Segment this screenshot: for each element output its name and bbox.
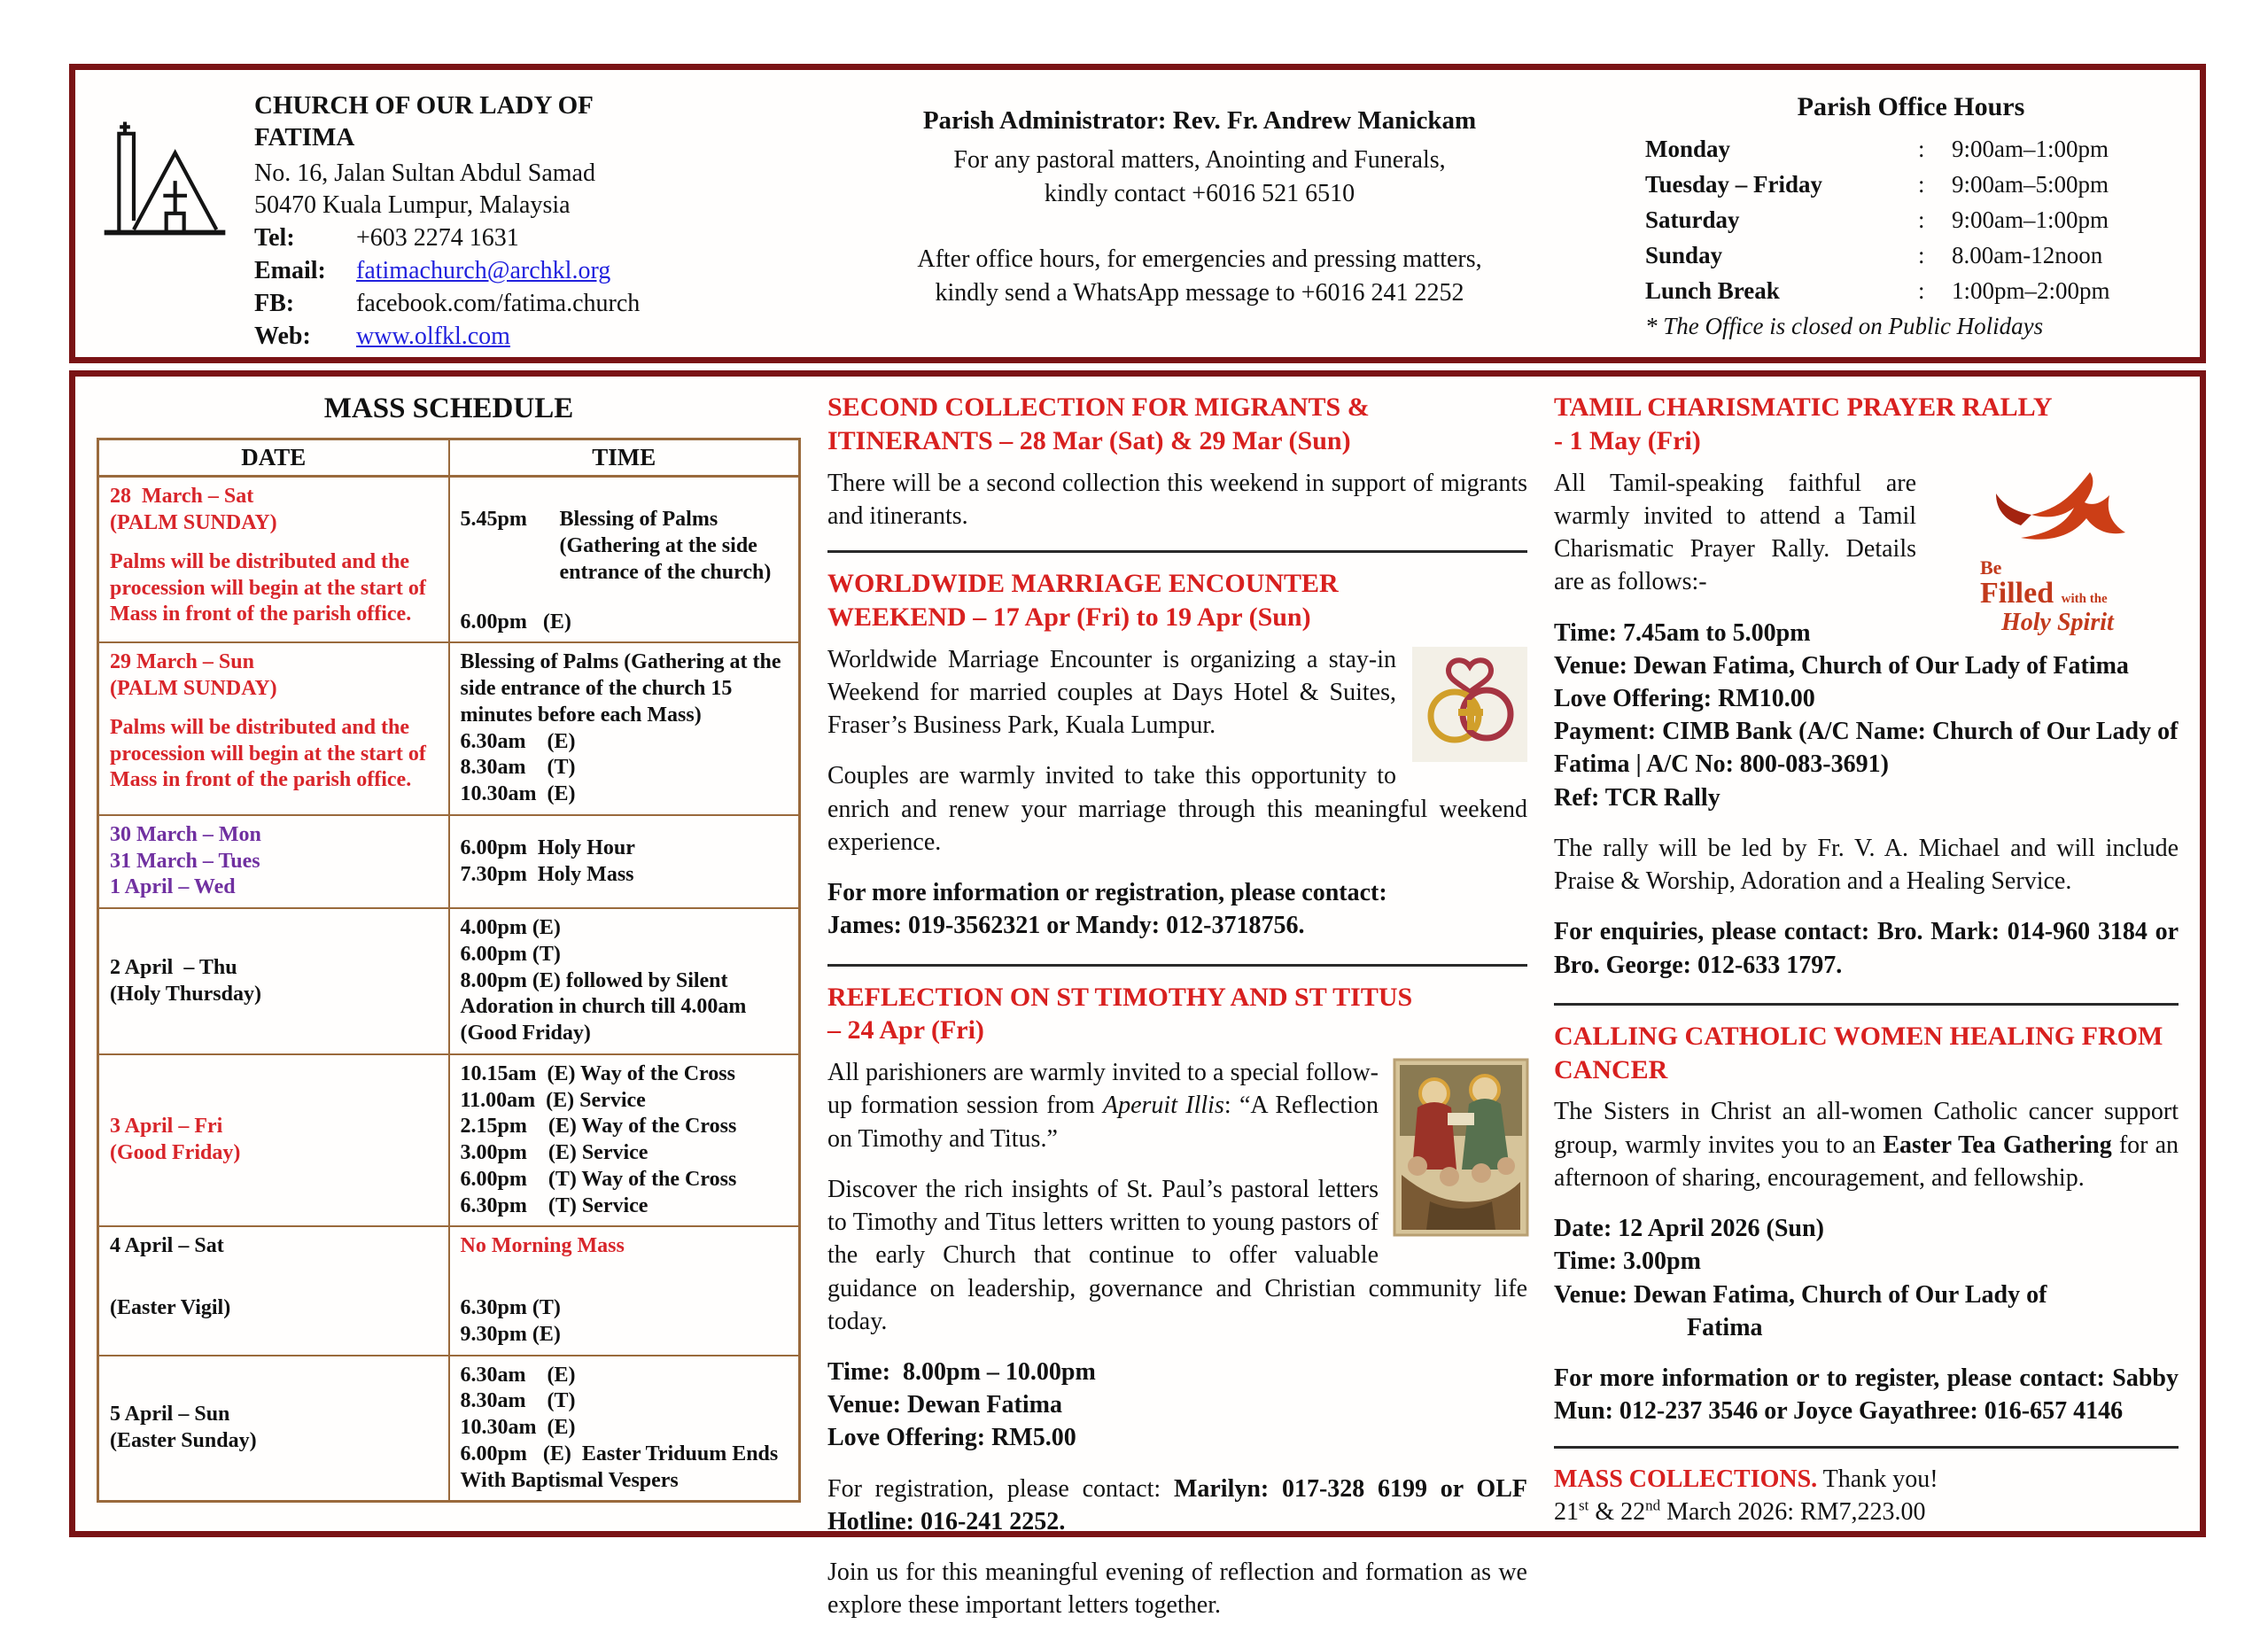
collections-text: March 2026: RM7,223.00 [1660,1497,1926,1526]
schedule-date: 31 March – Tues [110,849,260,873]
hours-day: Monday [1645,136,1731,163]
schedule-date: 2 April – Thu [110,955,237,979]
marriage-encounter-icon [1412,647,1527,762]
section-title [827,567,1527,634]
table-row [98,477,800,643]
mass-time-line: 4.00pm (E) [460,916,561,940]
hours-separator: : [1918,206,1925,234]
mass-time-line: 6.00pm (E) Easter Triduum Ends [460,1442,779,1465]
section-divider [827,964,1527,967]
logo-text: Be [1980,556,2002,579]
section-divider [1554,1446,2179,1449]
schedule-date: 5 April – Sun [110,1403,230,1426]
section-title-line1: REFLECTION ON ST TIMOTHY AND ST TITUS [827,982,1413,1012]
mass-time-line: 6.00pm (T) Way of the Cross [460,1167,737,1191]
contact-line: James: 019-3562321 or Mandy: 012-3718756. [827,912,1305,940]
hours-day: Sunday [1645,242,1723,269]
administrator-title: Parish Administrator: Rev. Fr. Andrew Manickam [922,106,1477,135]
section-text: The Sisters in Christ an all-women Catholic cancer support group, warmly invites you to an [1554,1098,2179,1159]
time-column-header: TIME [449,439,800,477]
collections-amount [1554,1496,2179,1528]
logo-text: Holy Spirit [2001,608,2114,636]
contact-line: For more information or registration, please contact: [827,879,1387,907]
table-row [98,642,800,815]
mass-time-line: 11.00am (E) Service [460,1088,646,1112]
office-hours-block [1645,82,2177,345]
mass-time-line: 2.15pm (E) Way of the Cross [460,1115,737,1139]
hours-time: 9:00am–1:00pm [1952,206,2109,234]
web-row [254,321,640,354]
event-venue: Venue: Dewan Fatima, Church of Our Lady of [1554,1280,2047,1309]
event-time: Time: 3.00pm [1554,1247,1701,1276]
section-title-line2: CANCER [1554,1054,1668,1084]
tel-label: Tel: [254,224,295,253]
mass-time: 5.45pm [460,508,527,532]
section-tamil-rally [1554,391,2179,999]
office-hours-row [1645,167,2177,203]
event-time: Time: 8.00pm – 10.00pm [827,1358,1096,1386]
mass-schedule-table [97,438,801,1503]
facebook-label: FB: [254,290,295,318]
schedule-date: 29 March – Sun [110,650,254,674]
table-row [98,908,800,1054]
church-contact-block [254,82,641,351]
no-mass-note: No Morning Mass [460,1234,625,1258]
section-mass-collections [1554,1463,2179,1528]
contact-bold: Marilyn: 017-328 6199 or OLF Hotline: 016-241 2252 [827,1474,1527,1535]
palm-note: Palms will be distributed and the procession will begin at the start of Mass in front of the parish office. [110,715,426,792]
schedule-time-cell [449,1356,800,1502]
event-details [1554,1212,2179,1344]
announcements-right-column [1554,391,2179,1524]
section-title-line2: – 24 Apr (Fri) [827,1015,984,1045]
saints-painting-image [1394,1060,1527,1235]
schedule-date-note: (PALM SUNDAY) [110,511,277,535]
mass-time-line: 6.30am (E) [460,1363,576,1387]
web-label: Web: [254,323,311,351]
logo-text: with the [2061,591,2108,606]
section-text: For registration, please contact: [827,1474,1174,1503]
event-time: Time: 7.45am to 5.00pm [1554,618,1811,647]
hours-time: 9:00am–5:00pm [1952,171,2109,198]
collections-text: 21 [1554,1497,1579,1526]
holy-spirit-dove-icon [1930,467,2179,635]
table-header-row [98,439,800,477]
table-row [98,1054,800,1227]
contact-line: For more information or to register, please contact: Sabby Mun: 012-237 3546 or Joyce Gayathree: 016-657 4146 [1554,1364,2179,1426]
schedule-time-cell [449,1054,800,1227]
section-title [1554,1020,2179,1087]
section-text: All Tamil-speaking faithful are warmly invited to attend a Tamil Charismatic Prayer Rally. Details are as follows:- [1554,469,1916,596]
section-divider [827,550,1527,553]
schedule-date-note: (Good Friday) [110,1141,241,1165]
collections-thanks: Thank you! [1817,1465,1938,1493]
event-venue-line2: Fatima [1687,1313,1763,1341]
mass-time-line: 9.30pm (E) [460,1322,561,1346]
facebook-row [254,288,640,321]
schedule-time-cell [449,477,800,643]
section-text: : “A Reflection on Timothy and Titus.” [827,1092,1379,1153]
section-text: . [1059,1507,1066,1535]
section-text: Worldwide Marriage Encounter is organizing a stay-in Weekend for married couples at Days Hotel & Suites, Fraser’s Business Park, Kuala Lumpur. [827,645,1396,740]
hours-day: Lunch Break [1645,277,1780,305]
collections-title: MASS COLLECTIONS. [1554,1465,1818,1493]
mass-time-line: 10.30am (E) [460,1416,576,1440]
address-line2: 50470 Kuala Lumpur, Malaysia [254,191,571,220]
office-hours-title: Parish Office Hours [1797,92,2025,121]
church-name-line2: FATIMA [254,123,355,152]
tel-value: +603 2274 1631 [356,224,519,253]
schedule-time-cell [449,642,800,815]
section-women-healing [1554,1020,2179,1428]
main-box [69,370,2206,1620]
schedule-time-cell [449,815,800,908]
schedule-date: 28 March – Sat [110,485,254,509]
schedule-date-cell [98,1054,449,1227]
section-title [827,391,1527,458]
office-hours-row [1645,274,2177,309]
section-body: There will be a second collection this weekend in support of migrants and itinerants. [827,469,1527,530]
registration-line [827,1473,1527,1538]
mass-time-line: 6.30pm (T) [460,1296,561,1320]
afterhours-line2: kindly send a WhatsApp message to +6016 241 2252 [935,278,1464,307]
mass-time-line: 6.00pm (E) [460,610,571,633]
schedule-date-cell [98,642,449,815]
event-payment: Payment: CIMB Bank (A/C Name: Church of Our Lady of Fatima | A/C No: 800-083-3691) [1554,718,2179,779]
schedule-date-cell [98,1356,449,1502]
schedule-date: 3 April – Fri [110,1115,223,1139]
facebook-value: facebook.com/fatima.church [356,290,641,318]
palm-note: Palms will be distributed and the procession will begin at the start of Mass in front of the parish office. [110,549,426,626]
announcements-middle-column [827,391,1527,1620]
tel-row [254,222,640,255]
section-title [1554,391,2179,458]
church-logo-icon [98,82,231,345]
parish-administrator-block [779,82,1620,345]
mass-time-line: 10.30am (E) [460,782,576,806]
mass-time-line: 7.30pm Holy Mass [460,862,634,886]
section-title-line2: ITINERANTS – 28 Mar (Sat) & 29 Mar (Sun) [827,425,1351,455]
section-body: The rally will be led by Fr. V. A. Michael and will include Praise & Worship, Adoration and a Healing Service. [1554,834,2179,896]
logo-text: Filled [1980,576,2054,610]
document-title-italic: Aperuit Illis [1103,1092,1224,1120]
table-row [98,815,800,908]
schedule-date-cell [98,477,449,643]
event-details [1554,617,2179,814]
schedule-date-cell [98,908,449,1054]
section-second-collection [827,391,1527,532]
schedule-date-note: (Easter Sunday) [110,1429,257,1453]
section-title-line2: WEEKEND – 17 Apr (Fri) to 19 Apr (Sun) [827,602,1311,632]
ordinal-superscript: st [1579,1496,1589,1514]
section-timothy-titus [827,981,1527,1640]
mass-time-line: 6.00pm (T) [460,942,561,966]
table-row [98,1226,800,1355]
mass-time-line: 10.15am (E) Way of the Cross [460,1061,735,1085]
event-details [827,1356,1527,1455]
section-title-line1: SECOND COLLECTION FOR MIGRANTS & [827,393,1370,422]
schedule-time-cell [449,1226,800,1355]
mass-time-line: 6.30pm (T) Service [460,1193,649,1217]
hours-time: 8.00am-12noon [1952,242,2103,269]
hours-separator: : [1918,136,1925,163]
schedule-date-note: (Holy Thursday) [110,982,261,1006]
contact-line: For enquiries, please contact: Bro. Mark: 014-960 3184 or Bro. George: 012-633 1797. [1554,918,2179,979]
mass-time-line: With Baptismal Vespers [460,1468,679,1492]
mass-schedule-column [97,391,801,1524]
section-title [827,981,1527,1048]
office-hours-row [1645,203,2177,238]
hours-separator: : [1918,277,1925,305]
schedule-time-cell [449,908,800,1054]
date-column-header: DATE [98,439,449,477]
mass-time-line: 6.00pm Holy Hour [460,836,635,859]
mass-time-line: 8.00pm (E) followed by Silent Adoration in church till 4.00am (Good Friday) [460,968,747,1045]
address-line1: No. 16, Jalan Sultan Abdul Samad [254,159,595,187]
email-label: Email: [254,257,326,285]
event-name-bold: Easter Tea Gathering [1883,1131,2112,1159]
pastoral-line2: kindly contact +6016 521 6510 [1044,179,1355,207]
event-offering: Love Offering: RM10.00 [1554,685,1815,712]
section-body: Join us for this meaningful evening of reflection and formation as we explore these important letters together. [827,1558,1527,1620]
section-body [827,643,1527,742]
email-row [254,255,640,288]
collections-heading [1554,1463,2179,1496]
schedule-date-cell [98,815,449,908]
schedule-date-cell [98,1226,449,1355]
section-body: Discover the rich insights of St. Paul’s pastoral letters to Timothy and Titus letters written to young pastors of the early Church that continue to offer valuable guidance on leadership, governance and Christian community life today. [827,1175,1527,1335]
event-offering: Love Offering: RM5.00 [827,1424,1076,1452]
afterhours-line1: After office hours, for emergencies and pressing matters, [917,245,1482,273]
header-box [69,64,2206,363]
section-text: All parishioners are warmly invited to a special follow-up formation session from [827,1059,1379,1120]
schedule-date: 30 March – Mon [110,822,261,846]
mass-intro: Blessing of Palms (Gathering at the side entrance of the church 15 minutes before each Mass) [460,650,781,727]
mass-schedule-title: MASS SCHEDULE [323,393,574,424]
mass-time-line: 6.30am (E) [460,729,576,753]
schedule-date: 1 April – Wed [110,875,236,899]
pastoral-line1: For any pastoral matters, Anointing and Funerals, [953,146,1446,175]
section-marriage-encounter [827,567,1527,960]
church-name [254,89,635,154]
event-venue: Venue: Dewan Fatima [827,1391,1062,1419]
mass-desc: Blessing of Palms (Gathering at the side entrance of the church) [559,508,772,584]
section-body: Couples are warmly invited to take this opportunity to enrich and renew your marriage through this meaningful weekend experience. [827,762,1527,856]
mass-time-line: 3.00pm (E) Service [460,1141,649,1165]
hours-separator: : [1918,171,1925,198]
mass-time-line: 8.30am (T) [460,756,576,780]
church-name-line1: CHURCH OF OUR LADY OF [254,91,594,120]
mass-time-line: 8.30am (T) [460,1389,576,1413]
section-text: for an afternoon of sharing, encouragement, and fellowship. [1554,1131,2179,1192]
collections-text: & 22 [1588,1497,1646,1526]
section-body [1554,1095,2179,1194]
hours-day: Tuesday – Friday [1645,171,1823,198]
website-link[interactable]: www.olfkl.com [356,323,510,351]
event-date: Date: 12 April 2026 (Sun) [1554,1215,1824,1243]
schedule-date: 4 April – Sat [110,1234,224,1258]
hours-day: Saturday [1645,206,1740,234]
hours-time: 9:00am–1:00pm [1952,136,2109,163]
event-venue: Venue: Dewan Fatima, Church of Our Lady of Fatima [1554,651,2129,680]
schedule-date-note: (Easter Vigil) [110,1296,231,1320]
section-title-line1: TAMIL CHARISMATIC PRAYER RALLY [1554,393,2053,422]
office-hours-note: * The Office is closed on Public Holidays [1645,313,2044,340]
office-hours-row [1645,238,2177,274]
table-row [98,1356,800,1502]
section-title-line1: WORLDWIDE MARRIAGE ENCOUNTER [827,569,1339,599]
section-title-line1: CALLING CATHOLIC WOMEN HEALING FROM [1554,1021,2163,1051]
event-ref: Ref: TCR Rally [1554,783,1720,812]
church-identity [98,82,754,351]
schedule-date-note: (PALM SUNDAY) [110,677,277,701]
hours-separator: : [1918,242,1925,269]
ordinal-superscript: nd [1645,1496,1661,1514]
email-link[interactable]: fatimachurch@archkl.org [356,257,611,285]
hours-time: 1:00pm–2:00pm [1952,277,2110,305]
section-title-line2: - 1 May (Fri) [1554,425,1701,455]
section-divider [1554,1003,2179,1006]
office-hours-row [1645,132,2177,167]
